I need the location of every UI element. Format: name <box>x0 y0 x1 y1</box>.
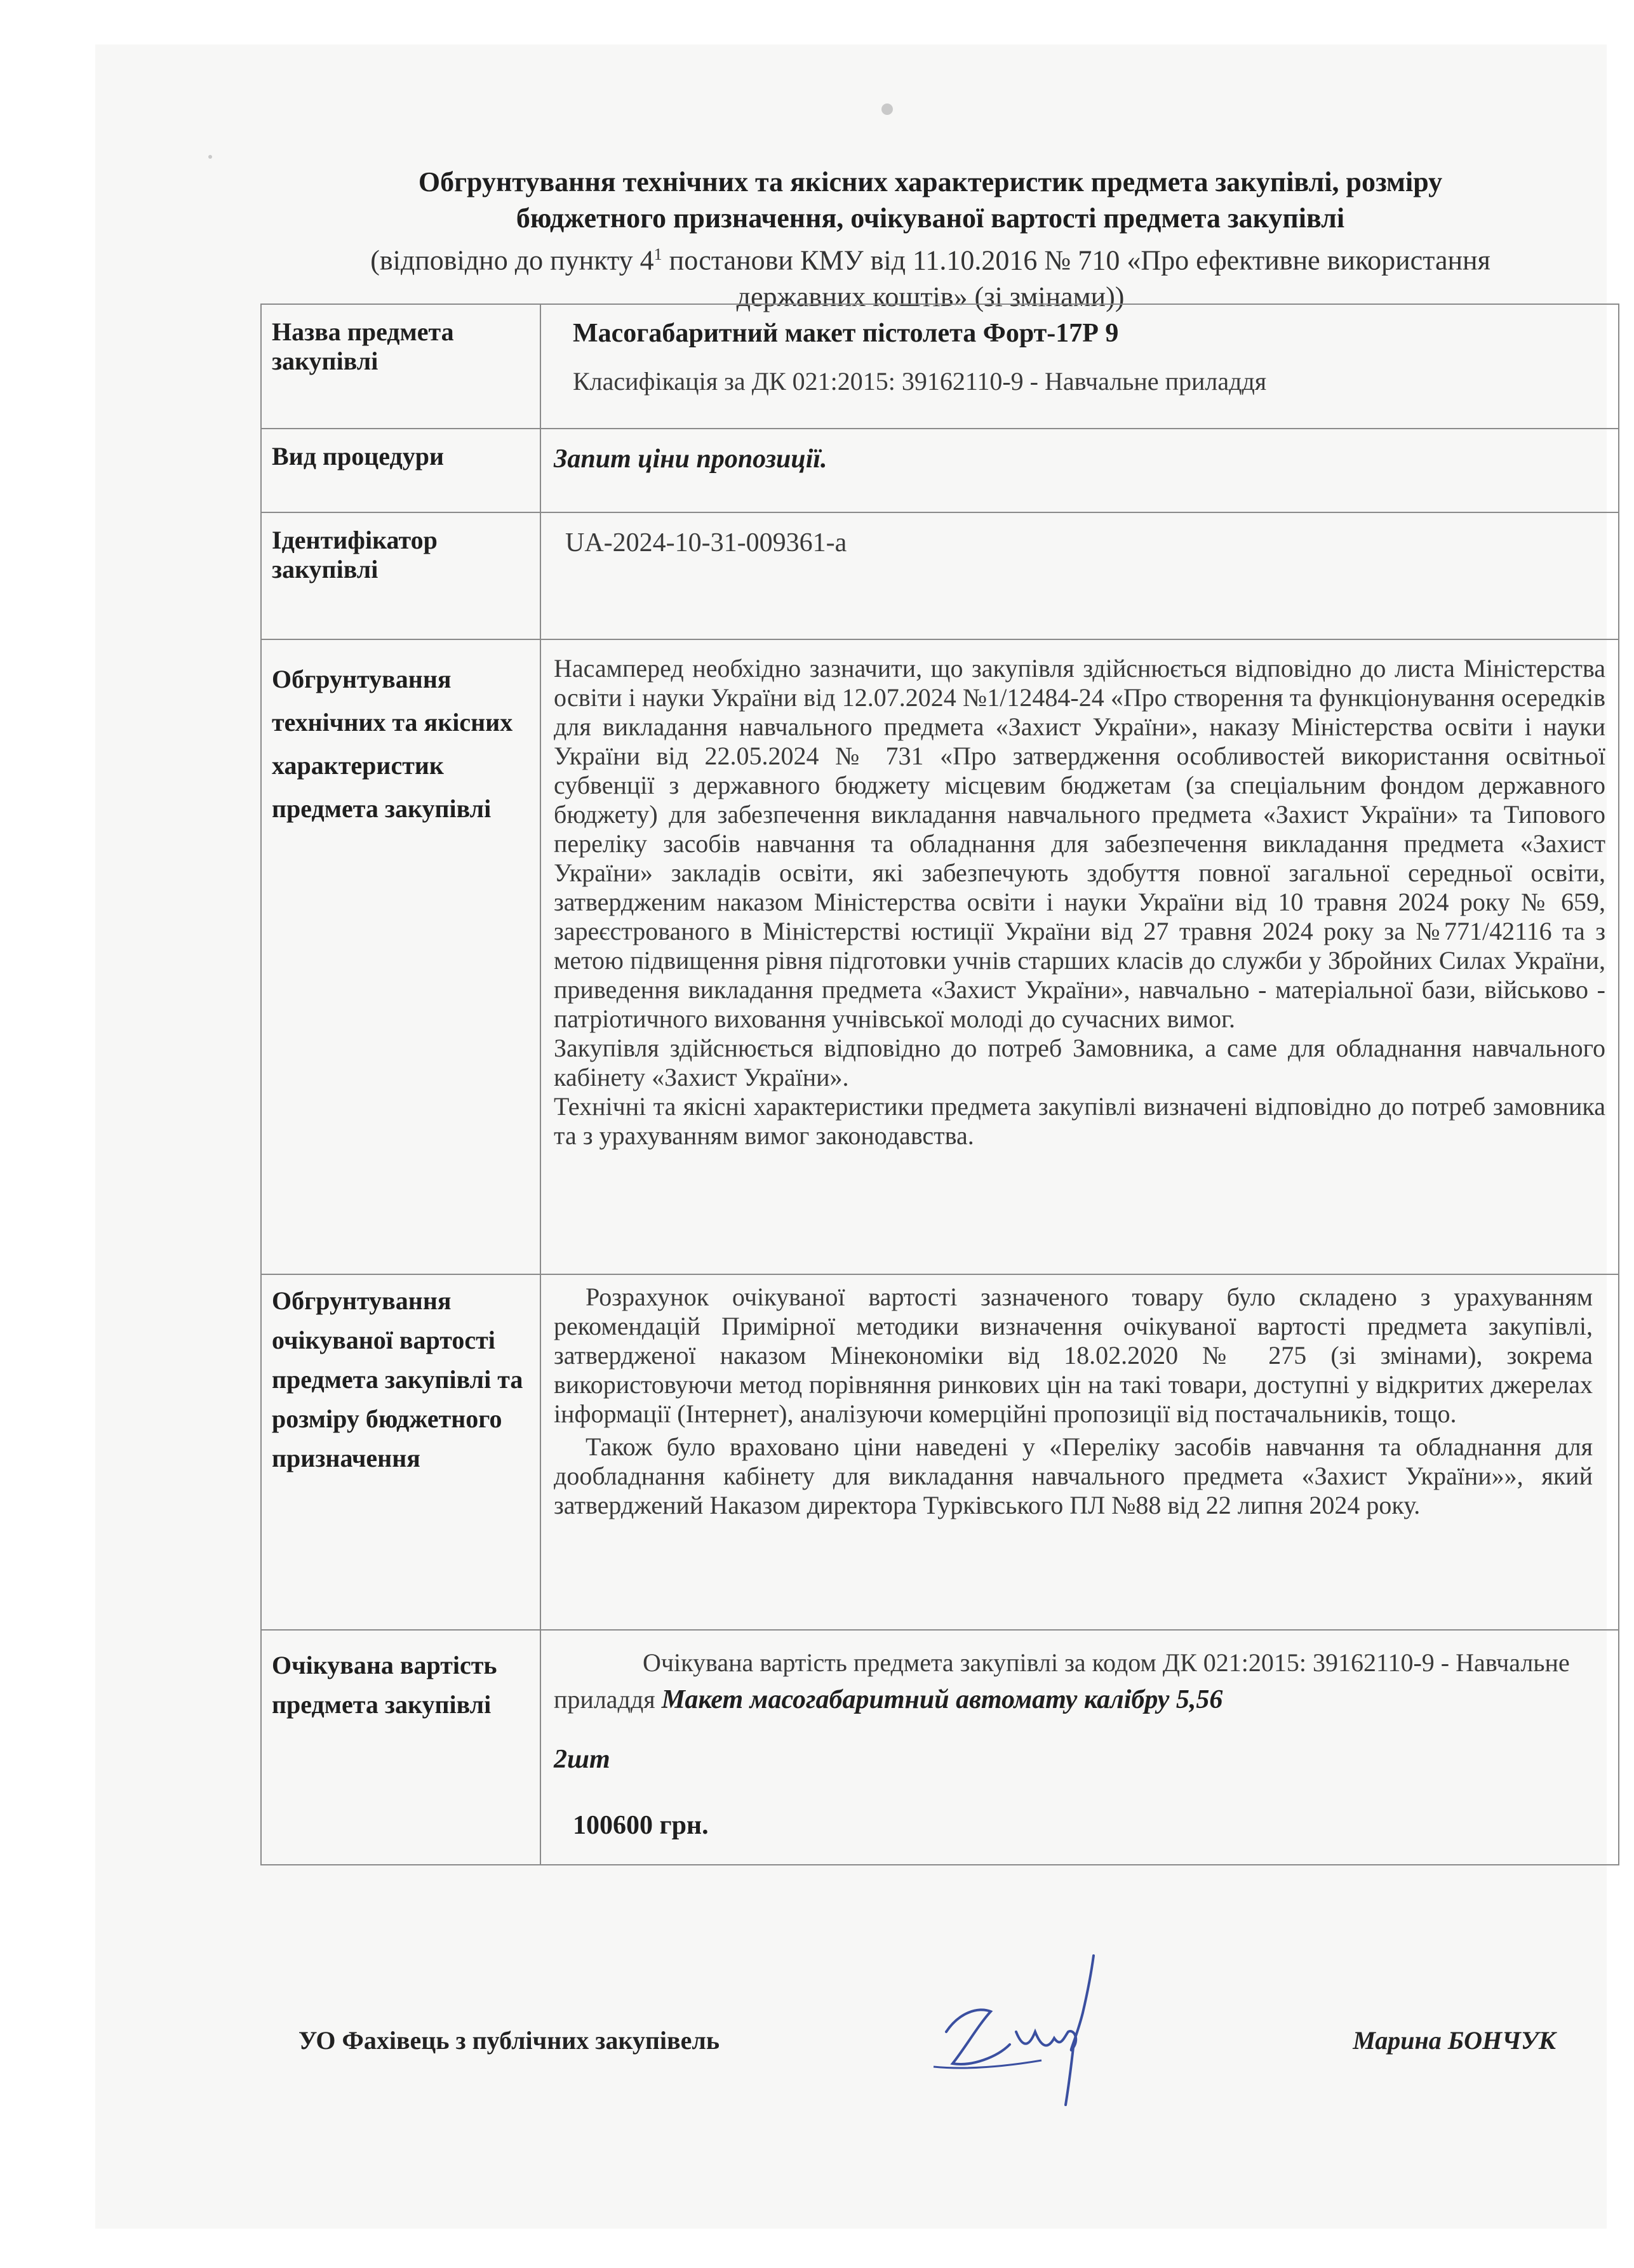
technical-paragraph-1: Насамперед необхідно зазначити, що закупівля здійснюється відповідно до листа Міністерства освіти і науки України від 12.07.2024 №1/12484-24 «Про створення та функціонування осередків для викладання навчального предмета «Захист України», наказу Міністерства освіти і науки України від 22.05.2024 № 731 «Про затвердження особливостей використання освітньої субвенції з державного бюджету місцевим бюджетам (за спеціальним фондом державного бюджету) для забезпечення викладання навчального предмета «Захист України» та Типового переліку засобів навчання та обладнання для забезпечення викладання предмета «Захист України» закладів освіти, які забезпечують здобуття повної загальної середньої освіти, затвердженим наказом Міністерства освіти і науки України від 10 травня 2024 року № 659, зареєстрованого в Міністерстві юстиції України від 27 травня 2024 року за №771/42116 та з метою підвищення рівня підготовки учнів старших класів до служби у Збройних Силах України, приведення викладання предмета «Захист України», навчально - матеріальної бази, військово - патріотичного виховання учнівської молоді до сучасних вимог. <box>554 654 1605 1033</box>
label-expected: Очікувана вартість предмета закупівлі <box>261 1630 540 1865</box>
label-procedure: Вид процедури <box>261 429 540 512</box>
scan-speck <box>881 103 893 115</box>
expected-description <box>554 1644 1605 1718</box>
row-procedure <box>261 429 1619 512</box>
cost-paragraph-2: Також було враховано ціни наведені у «Переліку засобів навчання та обладнання для дообладнання кабінету для викладання навчального предмета «Захист України»», який затверджений Наказом директора Турківського ПЛ №88 від 22 липня 2024 року. <box>554 1432 1593 1519</box>
row-identifier <box>261 512 1619 639</box>
label-identifier: Ідентифікатор закупівлі <box>261 512 540 639</box>
row-expected <box>261 1630 1619 1865</box>
title-line-4: державних коштів» (зі змінами)) <box>736 281 1125 312</box>
value-identifier <box>540 512 1619 639</box>
value-expected <box>540 1630 1619 1865</box>
handwritten-signature-icon <box>921 1937 1111 2108</box>
title-line-3-pre: (відповідно до пункту 4 <box>370 244 654 276</box>
document-title <box>260 164 1600 315</box>
technical-paragraph-3: Технічні та якісні характеристики предмета закупівлі визначені відповідно до потреб замовника та з урахуванням вимог законодавства. <box>554 1092 1605 1150</box>
label-technical: Обгрунтування технічних та якісних характеристик предмета закупівлі <box>261 639 540 1274</box>
value-name <box>540 304 1619 429</box>
value-cost <box>540 1274 1619 1630</box>
expected-item: Макет масогабаритний автомату калібру 5,56 <box>661 1685 1223 1714</box>
title-line-1: Обгрунтування технічних та якісних характеристик предмета закупівлі, розміру <box>418 166 1443 197</box>
value-technical <box>540 639 1619 1274</box>
label-cost: Обгрунтування очікуваної вартості предмета закупівлі та розміру бюджетного призначення <box>261 1274 540 1630</box>
item-classification: Класифікація за ДК 021:2015: 39162110-9 - Навчальне приладдя <box>573 367 1267 396</box>
cost-paragraph-1: Розрахунок очікуваної вартості зазначеного товару було складено з урахуванням рекомендацій Примірної методики визначення очікуваної вартості предмета закупівлі, затвердженої наказом Мінекономіки від 18.02.2020 № 275 (зі змінами), зокрема використовуючи метод порівняння ринкових цін на такі товари, доступні у відкритих джерелах інформації (Інтернет), аналізуючи комерційні пропозиції від постачальників, тощо. <box>554 1283 1593 1428</box>
signature-row <box>298 2025 1556 2102</box>
value-procedure <box>540 429 1619 512</box>
expected-quantity: 2шт <box>554 1745 610 1774</box>
procedure-type: Запит ціни пропозиції. <box>554 444 827 474</box>
item-title: Масогабаритний макет пістолета Форт-17Р 9 <box>573 319 1119 348</box>
technical-paragraph-2: Закупівля здійснюється відповідно до потреб Замовника, а саме для обладнання навчального кабінету «Захист України». <box>554 1034 1605 1091</box>
title-superscript: 1 <box>653 245 662 263</box>
procurement-table <box>260 304 1619 1865</box>
title-line-3-post: постанови КМУ від 11.10.2016 № 710 «Про ефективне використання <box>662 244 1490 276</box>
row-cost <box>261 1274 1619 1630</box>
row-name <box>261 304 1619 429</box>
scan-speck <box>208 155 212 159</box>
procurement-id: UA-2024-10-31-009361-a <box>565 528 847 557</box>
expected-text: Очікувана вартість предмета закупівлі за кодом ДК 021:2015: 39162110-9 - Навчальне приладдя <box>554 1648 1570 1714</box>
title-line-2: бюджетного призначення, очікуваної вартості предмета закупівлі <box>516 203 1345 234</box>
signatory-name: Марина БОНЧУК <box>1353 2026 1556 2055</box>
row-technical <box>261 639 1619 1274</box>
title-line-3 <box>260 236 1600 279</box>
signatory-position: УО Фахівець з публічних закупівель <box>298 2026 720 2055</box>
expected-amount: 100600 грн. <box>573 1811 709 1840</box>
label-name: Назва предмета закупівлі <box>261 304 540 429</box>
